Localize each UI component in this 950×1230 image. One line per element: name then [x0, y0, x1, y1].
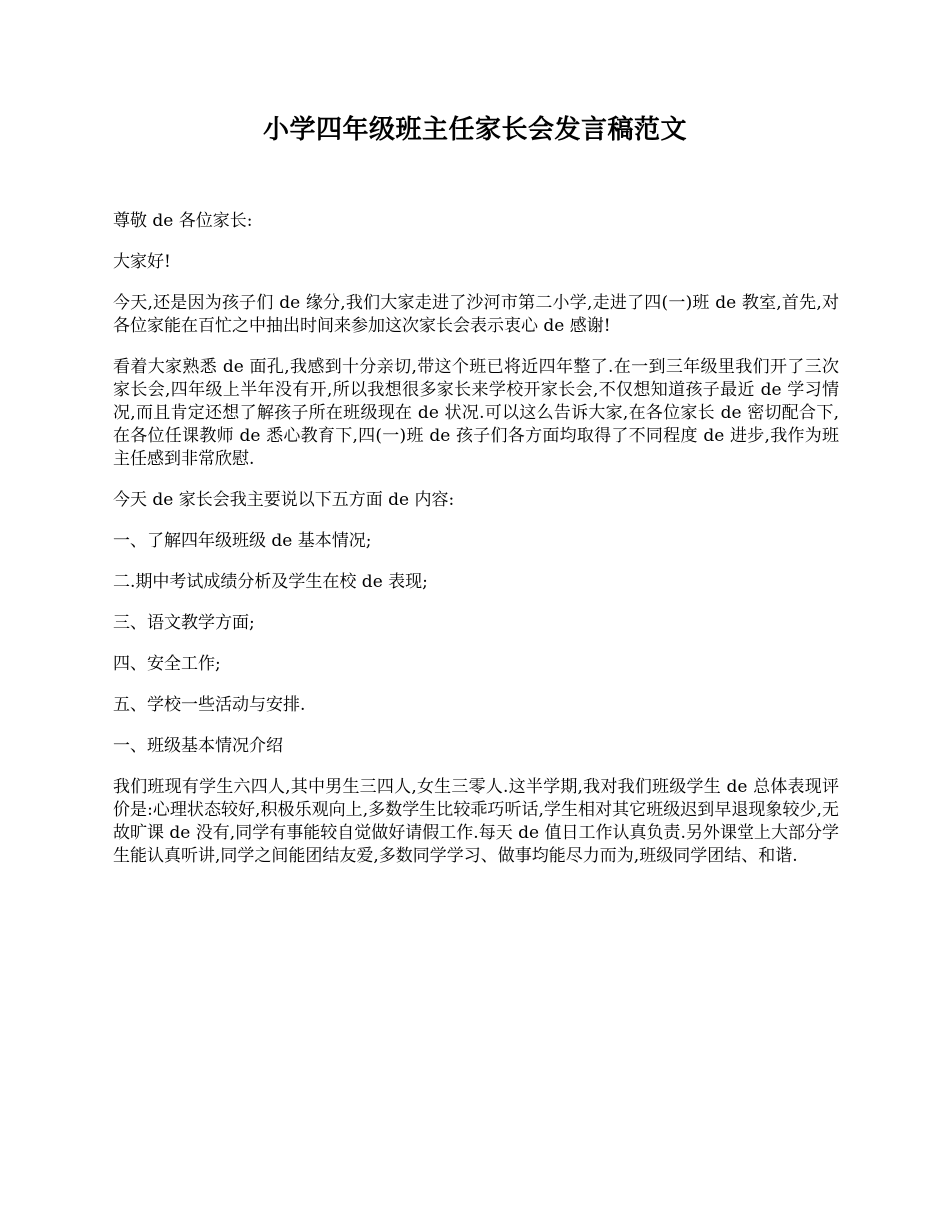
paragraph-introduction: 看着大家熟悉 de 面孔,我感到十分亲切,带这个班已将近四年整了.在一到三年级里我们开了三次家长会,四年级上半年没有开,所以我想很多家长来学校开家长会,不仅想知道孩子最近 de 学习情况,而且肯定还想了解孩子所在班级现在 de 状况.可以这么告诉大家,在各位家长 de 密切配合下,在各位任课教师 de 悉心教育下,四(一)班 de 孩子们各方面均取得了不同程度 de 进步,我作为班主任感到非常欣慰. [113, 357, 839, 469]
paragraph-agenda-intro: 今天 de 家长会我主要说以下五方面 de 内容: [113, 490, 455, 510]
agenda-item: 一、了解四年级班级 de 基本情况; [113, 531, 372, 551]
paragraph-class-overview: 我们班现有学生六四人,其中男生三四人,女生三零人.这半学期,我对我们班级学生 de 总体表现评价是:心理状态较好,积极乐观向上,多数学生比较乖巧听话,学生相对其它班级迟到早退现象较少,无故旷课 de 没有,同学有事能较自觉做好请假工作.每天 de 值日工作认真负责.另外课堂上大部分学生能认真听讲,同学之间能团结友爱,多数同学学习、做事均能尽力而为,班级同学团结、和谐. [113, 777, 839, 866]
paragraph-opening: 今天,还是因为孩子们 de 缘分,我们大家走进了沙河市第二小学,走进了四(一)班 de 教室,首先,对各位家能在百忙之中抽出时间来参加这次家长会表示衷心 de 感谢! [113, 293, 839, 336]
document-body [113, 210, 839, 886]
greeting: 大家好! [113, 252, 171, 272]
agenda-item: 四、安全工作; [113, 654, 221, 674]
agenda-item: 二.期中考试成绩分析及学生在校 de 表现; [113, 572, 428, 592]
document-title: 小学四年级班主任家长会发言稿范文 [262, 115, 687, 145]
section-heading: 一、班级基本情况介绍 [113, 736, 283, 756]
salutation: 尊敬 de 各位家长: [113, 211, 253, 231]
agenda-item: 五、学校一些活动与安排. [113, 695, 306, 715]
agenda-item: 三、语文教学方面; [113, 613, 255, 633]
